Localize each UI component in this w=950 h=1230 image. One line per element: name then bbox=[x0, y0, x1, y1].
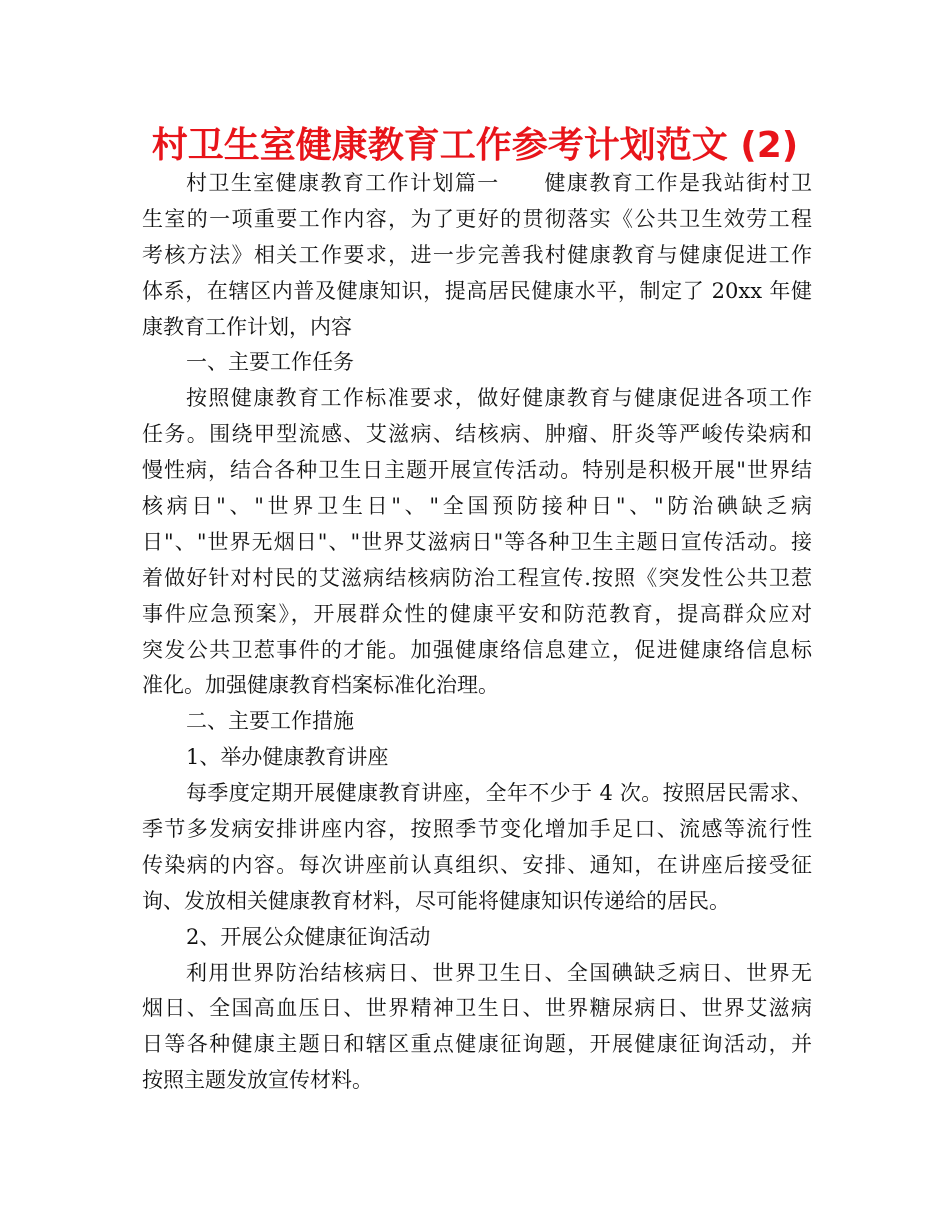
text-line: 1、举办健康教育讲座 bbox=[186, 745, 389, 770]
text-line: 询、发放相关健康教育材料，尽可能将健康知识传递给的居民。 bbox=[142, 888, 730, 913]
text-line: 按照主题发放宣传材料。 bbox=[142, 1068, 373, 1093]
text-line: 按照健康教育工作标准要求，做好健康教育与健康促进各项工作 bbox=[186, 386, 812, 411]
text-line: 突发公共卫惹事件的才能。加强健康络信息建立，促进健康络信息标 bbox=[142, 637, 812, 662]
document-title: 村卫生室健康教育工作参考计划范文 (2) bbox=[151, 125, 799, 166]
text-line: 季节多发病安排讲座内容，按照季节变化增加手足口、流感等流行性 bbox=[142, 817, 812, 842]
text-line: 考核方法》相关工作要求，进一步完善我村健康教育与健康促进工作 bbox=[142, 242, 812, 267]
document-body bbox=[142, 166, 812, 1099]
text-line: 康教育工作计划，内容 bbox=[142, 314, 352, 339]
text-line: 2、开展公众健康征询活动 bbox=[186, 924, 431, 949]
text-line: 准化。加强健康教育档案标准化治理。 bbox=[142, 673, 499, 698]
text-line: 每季度定期开展健康教育讲座，全年不少于 4 次。按照居民需求、 bbox=[186, 781, 812, 806]
text-line: 传染病的内容。每次讲座前认真组织、安排、通知，在讲座后接受征 bbox=[142, 852, 812, 877]
text-line: 慢性病，结合各种卫生日主题开展宣传活动。特别是积极开展"世界结 bbox=[142, 458, 812, 483]
text-line: 任务。围绕甲型流感、艾滋病、结核病、肿瘤、肝炎等严峻传染病和 bbox=[142, 422, 812, 447]
text-line: 日等各种健康主题日和辖区重点健康征询题，开展健康征询活动，并 bbox=[142, 1032, 812, 1057]
text-line: 着做好针对村民的艾滋病结核病防治工程宣传.按照《突发性公共卫惹 bbox=[142, 565, 812, 590]
text-line: 核病日"、"世界卫生日"、"全国预防接种日"、"防治碘缺乏病 bbox=[142, 494, 812, 519]
text-line: 村卫生室健康教育工作计划篇一 健康教育工作是我站街村卫 bbox=[186, 171, 812, 195]
text-line: 体系，在辖区内普及健康知识，提高居民健康水平，制定了 20xx 年健 bbox=[142, 278, 812, 303]
text-line: 生室的一项重要工作内容，为了更好的贯彻落实《公共卫生效劳工程 bbox=[142, 206, 812, 231]
text-line: 二、主要工作措施 bbox=[186, 709, 354, 734]
text-line: 日"、"世界无烟日"、"世界艾滋病日"等各种卫生主题日宣传活动。接 bbox=[142, 529, 812, 554]
text-line: 一、主要工作任务 bbox=[186, 350, 354, 375]
text-line: 事件应急预案》，开展群众性的健康平安和防范教育，提高群众应对 bbox=[142, 601, 812, 626]
text-line: 利用世界防治结核病日、世界卫生日、全国碘缺乏病日、世界无 bbox=[186, 960, 812, 985]
text-line: 烟日、全国高血压日、世界精神卫生日、世界糖尿病日、世界艾滋病 bbox=[142, 996, 812, 1021]
